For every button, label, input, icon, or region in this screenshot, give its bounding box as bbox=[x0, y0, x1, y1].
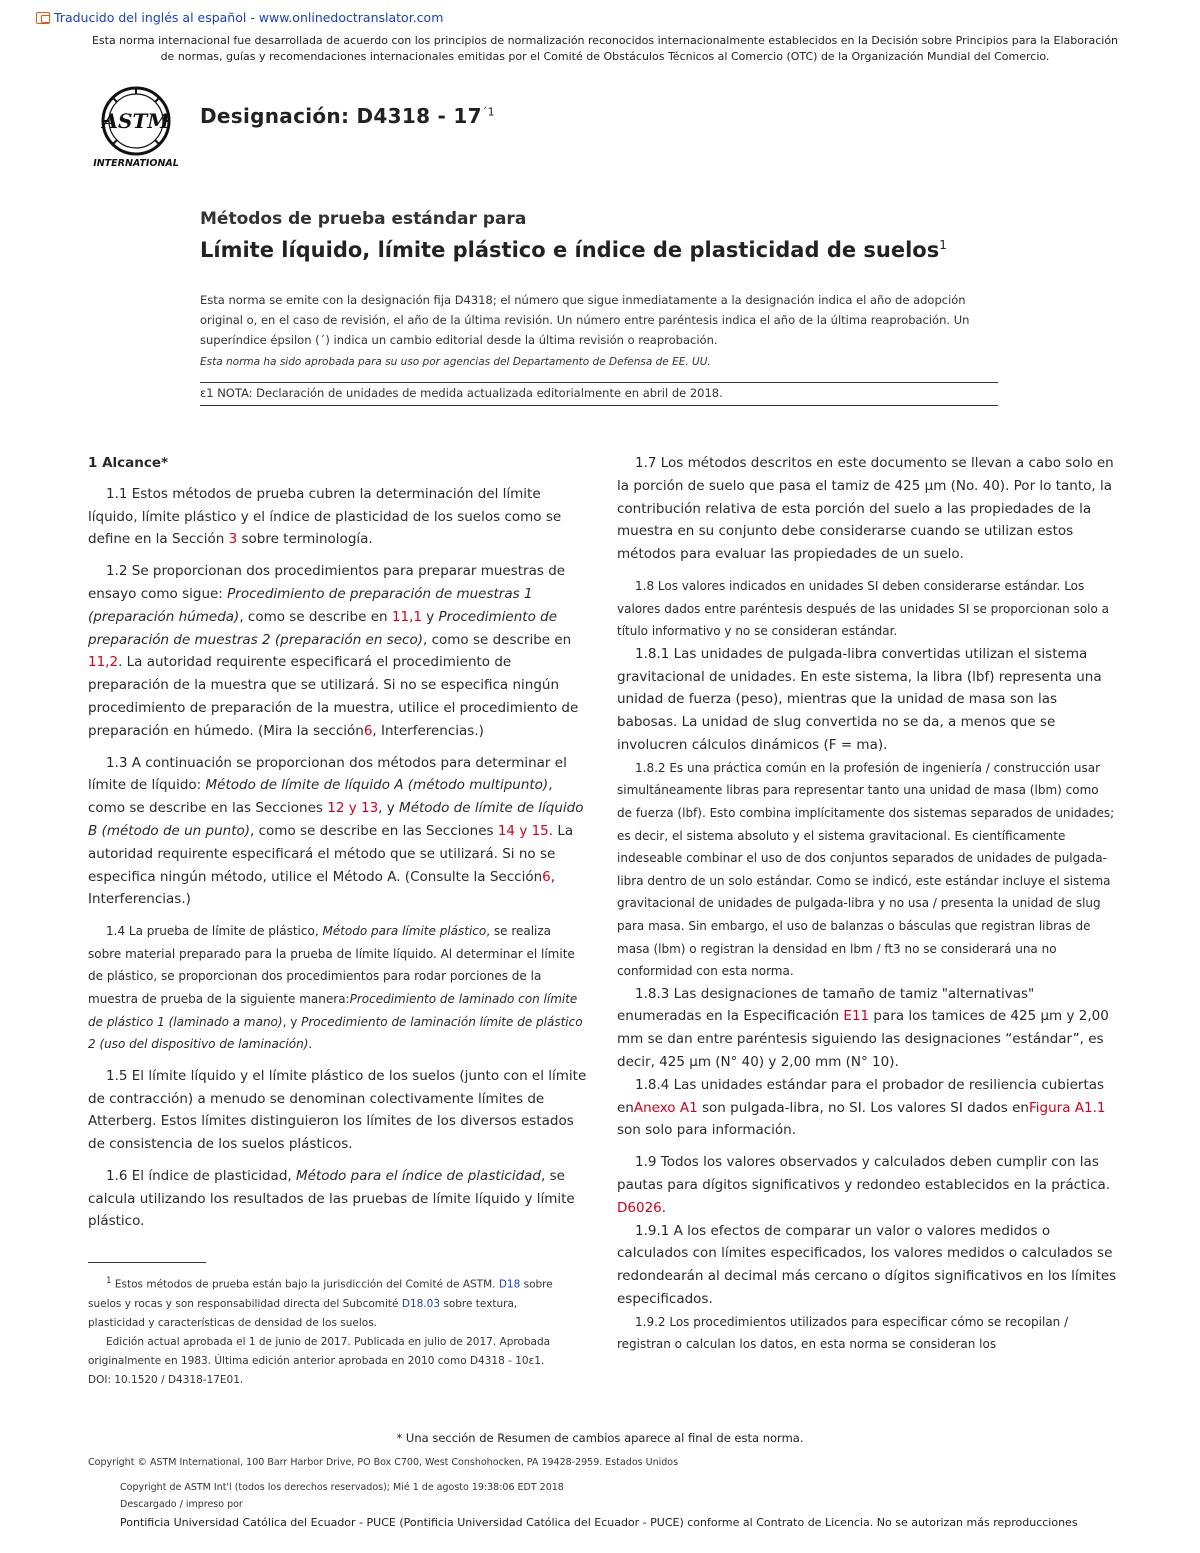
link-figure-a1-1[interactable]: Figura A1.1 bbox=[1029, 1099, 1106, 1116]
right-column bbox=[617, 452, 1117, 1356]
issued-text: Esta norma se emite con la designación fija D4318; el número que sigue inmediatamente a la designación indica el año de adopción original o, en el caso de revisión, el año de la última revisión. Un número entre paréntesis indica el año de la última reaprobación. Un superíndice épsilon (´) indica un cambio editorial desde la última revisión o reaprobación. bbox=[200, 293, 970, 347]
link-section-6[interactable]: 6 bbox=[363, 722, 373, 739]
left-column bbox=[88, 452, 588, 1242]
para-1-8-2: 1.8.2 Es una práctica común en la profesión de ingeniería / construcción usar simultáneamente libras para representar tanto una unidad de masa (lbm) como de fuerza (lbf). Esto combina implícitamente dos sistemas separados de unidades; es decir, el sistema absoluto y el sistema gravitacional. Es científicamente indeseable combinar el uso de dos conjuntos separados de unidades de pulgada-libra dentro de un solo estándar. Como se indicó, este estándar incluye el sistema gravitacional de unidades de pulgada-libra y no usa / presenta la unidad de slug para masa. Sin embargo, el uso de balanzas o básculas que registran libras de masa (lbm) o registran la densidad en lbm / ft3 no se considerará una no conformidad con esta norma. bbox=[617, 760, 1115, 979]
link-14-15[interactable]: 14 y 15 bbox=[497, 822, 549, 839]
section-heading-scope: 1 Alcance* bbox=[88, 455, 169, 471]
download-by: Descargado / impreso por bbox=[120, 1499, 243, 1510]
translator-banner[interactable] bbox=[36, 10, 443, 25]
link-d18[interactable]: D18 bbox=[498, 1278, 521, 1291]
link-e11[interactable]: E11 bbox=[843, 1008, 870, 1025]
footnote-divider bbox=[88, 1262, 206, 1263]
page-title: Límite líquido, límite plástico e índice de plasticidad de suelos$^1$ bbox=[200, 238, 947, 262]
divider-bottom bbox=[200, 405, 998, 406]
logo-text: ASTM bbox=[102, 109, 170, 133]
link-section-3[interactable]: 3 bbox=[228, 531, 238, 548]
designation: Designación: $D4318 - 17^{´1}$ bbox=[200, 104, 495, 128]
para-1-9: 1.9 Todos los valores observados y calculados deben cumplir con las pautas para dígitos significativos y redondeo establecidos en la práctica. D6026. bbox=[617, 1154, 1111, 1216]
license-line: Pontificia Universidad Católica del Ecuador - PUCE (Pontificia Universidad Católica del Ecuador - PUCE) conforme al Contrato de Licencia. No se autorizan más reproducciones bbox=[120, 1516, 1078, 1529]
translate-icon bbox=[36, 12, 50, 24]
divider-top bbox=[200, 382, 998, 383]
para-1-6: 1.6 El índice de plasticidad, Método para el índice de plasticidad, se calcula utilizando los resultados de las pruebas de límite líquido y límite plástico. bbox=[88, 1167, 575, 1230]
link-d6026[interactable]: D6026 bbox=[617, 1199, 662, 1216]
para-1-8-4: 1.8.4 Las unidades estándar para el probador de resiliencia cubiertas enAnexo A1 son pulgada-libra, no SI. Los valores SI dados enFigura A1.1 son solo para información. bbox=[617, 1076, 1106, 1139]
para-1-8: 1.8 Los valores indicados en unidades SI deben considerarse estándar. Los valores dados entre paréntesis después de las unidades SI se proporcionan solo a título informativo y no se consideran estándar. bbox=[617, 578, 1110, 639]
para-1-9-1: 1.9.1 A los efectos de comparar un valor o valores medidos o calculados con límites especificados, los valores medidos o calculados se redondearán al decimal más cercano o dígitos significativos en los límites especificados. bbox=[617, 1222, 1117, 1308]
copyright: Copyright © ASTM International, 100 Barr Harbor Drive, PO Box C700, West Conshohocken, PA 19428-2959. Estados Unidos bbox=[88, 1457, 679, 1468]
para-1-4: 1.4 La prueba de límite de plástico, Método para límite plástico, se realiza sobre material preparado para la prueba de límite líquido. Al determinar el límite de plástico, se proporcionan dos procedimientos para rodar porciones de la muestra de prueba de la siguiente manera:Procedimiento de laminado con límite de plástico 1 (laminado a mano), y Procedimiento de laminación límite de plástico 2 (uso del dispositivo de laminación). bbox=[88, 924, 583, 1052]
link-11-1[interactable]: 11,1 bbox=[391, 608, 422, 625]
summary-of-changes-note: * Una sección de Resumen de cambios aparece al final de esta norma. bbox=[396, 1431, 804, 1445]
approved-text: Esta norma ha sido aprobada para su uso por agencias del Departamento de Defensa de EE. UU. bbox=[200, 356, 711, 368]
footnote-2: Edición actual aprobada el 1 de junio de 2017. Publicada en julio de 2017. Aprobada originalmente en 1983. Última edición anterior aprobada en 2010 como D4318 - 10ε1. DOI: 10.1520 / D4318-17E01. bbox=[88, 1335, 551, 1386]
link-section-6b[interactable]: 6 bbox=[542, 868, 551, 885]
para-1-8-1: 1.8.1 Las unidades de pulgada-libra convertidas utilizan el sistema gravitacional de unidades. En este sistema, la libra (lbf) representa una unidad de fuerza (peso), mientras que la unidad de masa son las babosas. La unidad de slug convertida no se da, a menos que se involucren cálculos dinámicos (F = ma). bbox=[617, 645, 1102, 753]
footnote-1: $^1$ Estos métodos de prueba están bajo la jurisdicción del Comité de ASTM. D18 sobre suelos y rocas y son responsabilidad directa del Subcomité D18.03 sobre textura, plasticidad y características de densidad de los suelos. bbox=[88, 1276, 553, 1329]
footnotes bbox=[88, 1272, 558, 1390]
logo-subtext: INTERNATIONAL bbox=[93, 158, 179, 169]
para-1-2: 1.2 Se proporcionan dos procedimientos para preparar muestras de ensayo como sigue: Procedimiento de preparación de muestras 1 (preparación húmeda), como se describe en 11,1 y Procedimiento de preparación de muestras 2 (preparación en seco), como se describe en 11,2. La autoridad requirente especificará el procedimiento de preparación de la muestra que se utilizará. Si no se especifica ningún procedimiento de preparación de la muestra, utilice el procedimiento de preparación en húmedo. (Mira la sección6, Interferencias.) bbox=[88, 563, 579, 739]
standard-for-heading: Métodos de prueba estándar para bbox=[200, 209, 527, 229]
para-1-3: 1.3 A continuación se proporcionan dos métodos para determinar el límite de líquido: Método de límite de líquido A (método multipunto), como se describe en las Secciones 12 y 13, y Método de límite de líquido B (método de un punto), como se describe en las Secciones 14 y 15. La autoridad requirente especificará el método que se utilizará. Si no se especifica ningún método, utilice el Método A. (Consulte la Sección6, Interferencias.) bbox=[88, 754, 584, 908]
astm-logo bbox=[88, 86, 188, 170]
para-1-5: 1.5 El límite líquido y el límite plástico de los suelos (junto con el límite de contracción) a menudo se denominan colectivamente límites de Atterberg. Estos límites distinguieron los límites de los diversos estados de consistencia de los suelos plásticos. bbox=[88, 1067, 587, 1153]
para-1-9-2: 1.9.2 Los procedimientos utilizados para especificar cómo se recopilan / registran o calculan los datos, en esta norma se consideran los bbox=[617, 1314, 1069, 1352]
link-annex-a1[interactable]: Anexo A1 bbox=[633, 1099, 698, 1116]
link-d18-03[interactable]: D18.03 bbox=[401, 1297, 441, 1310]
standards-notice: Esta norma internacional fue desarrollada de acuerdo con los principios de normalización reconocidos internacionalmente establecidos en la Decisión sobre Principios para la Elaboración de normas, guías y recomendaciones internacionales emitidas por el Comité de Obstáculos Técnicos al Comercio (OTC) de la Organización Mundial del Comercio. bbox=[91, 34, 1119, 63]
para-1-7: 1.7 Los métodos descritos en este documento se llevan a cabo solo en la porción de suelo que pasa el tamiz de 425 µm (No. 40). Por lo tanto, la contribución relativa de esta porción del suelo a las propiedades de la muestra en su conjunto debe considerarse cuando se utilizan estos métodos para evaluar las propiedades de un suelo. bbox=[617, 455, 1114, 563]
translator-link[interactable]: Traducido del inglés al español - www.onlinedoctranslator.com bbox=[54, 10, 444, 25]
editorial-note: ε1 NOTA: Declaración de unidades de medida actualizada editorialmente en abril de 2018. bbox=[200, 386, 723, 400]
para-1-1: 1.1 Estos métodos de prueba cubren la determinación del límite líquido, límite plástico y el índice de plasticidad de los suelos como se define en la Sección 3 sobre terminología. bbox=[88, 485, 562, 548]
para-1-8-3: 1.8.3 Las designaciones de tamaño de tamiz "alternativas" enumeradas en la Especificación E11 para los tamices de 425 µm y 2,00 mm se dan entre paréntesis siguiendo las designaciones “estándar”, es decir, 425 µm (N° 40) y 2,00 mm (N° 10). bbox=[617, 985, 1109, 1071]
download-copyright: Copyright de ASTM Int'l (todos los derechos reservados); Mié 1 de agosto 19:38:06 EDT 2018 bbox=[120, 1482, 564, 1493]
link-11-2[interactable]: 11,2 bbox=[88, 654, 119, 671]
link-12-13[interactable]: 12 y 13 bbox=[327, 800, 379, 817]
